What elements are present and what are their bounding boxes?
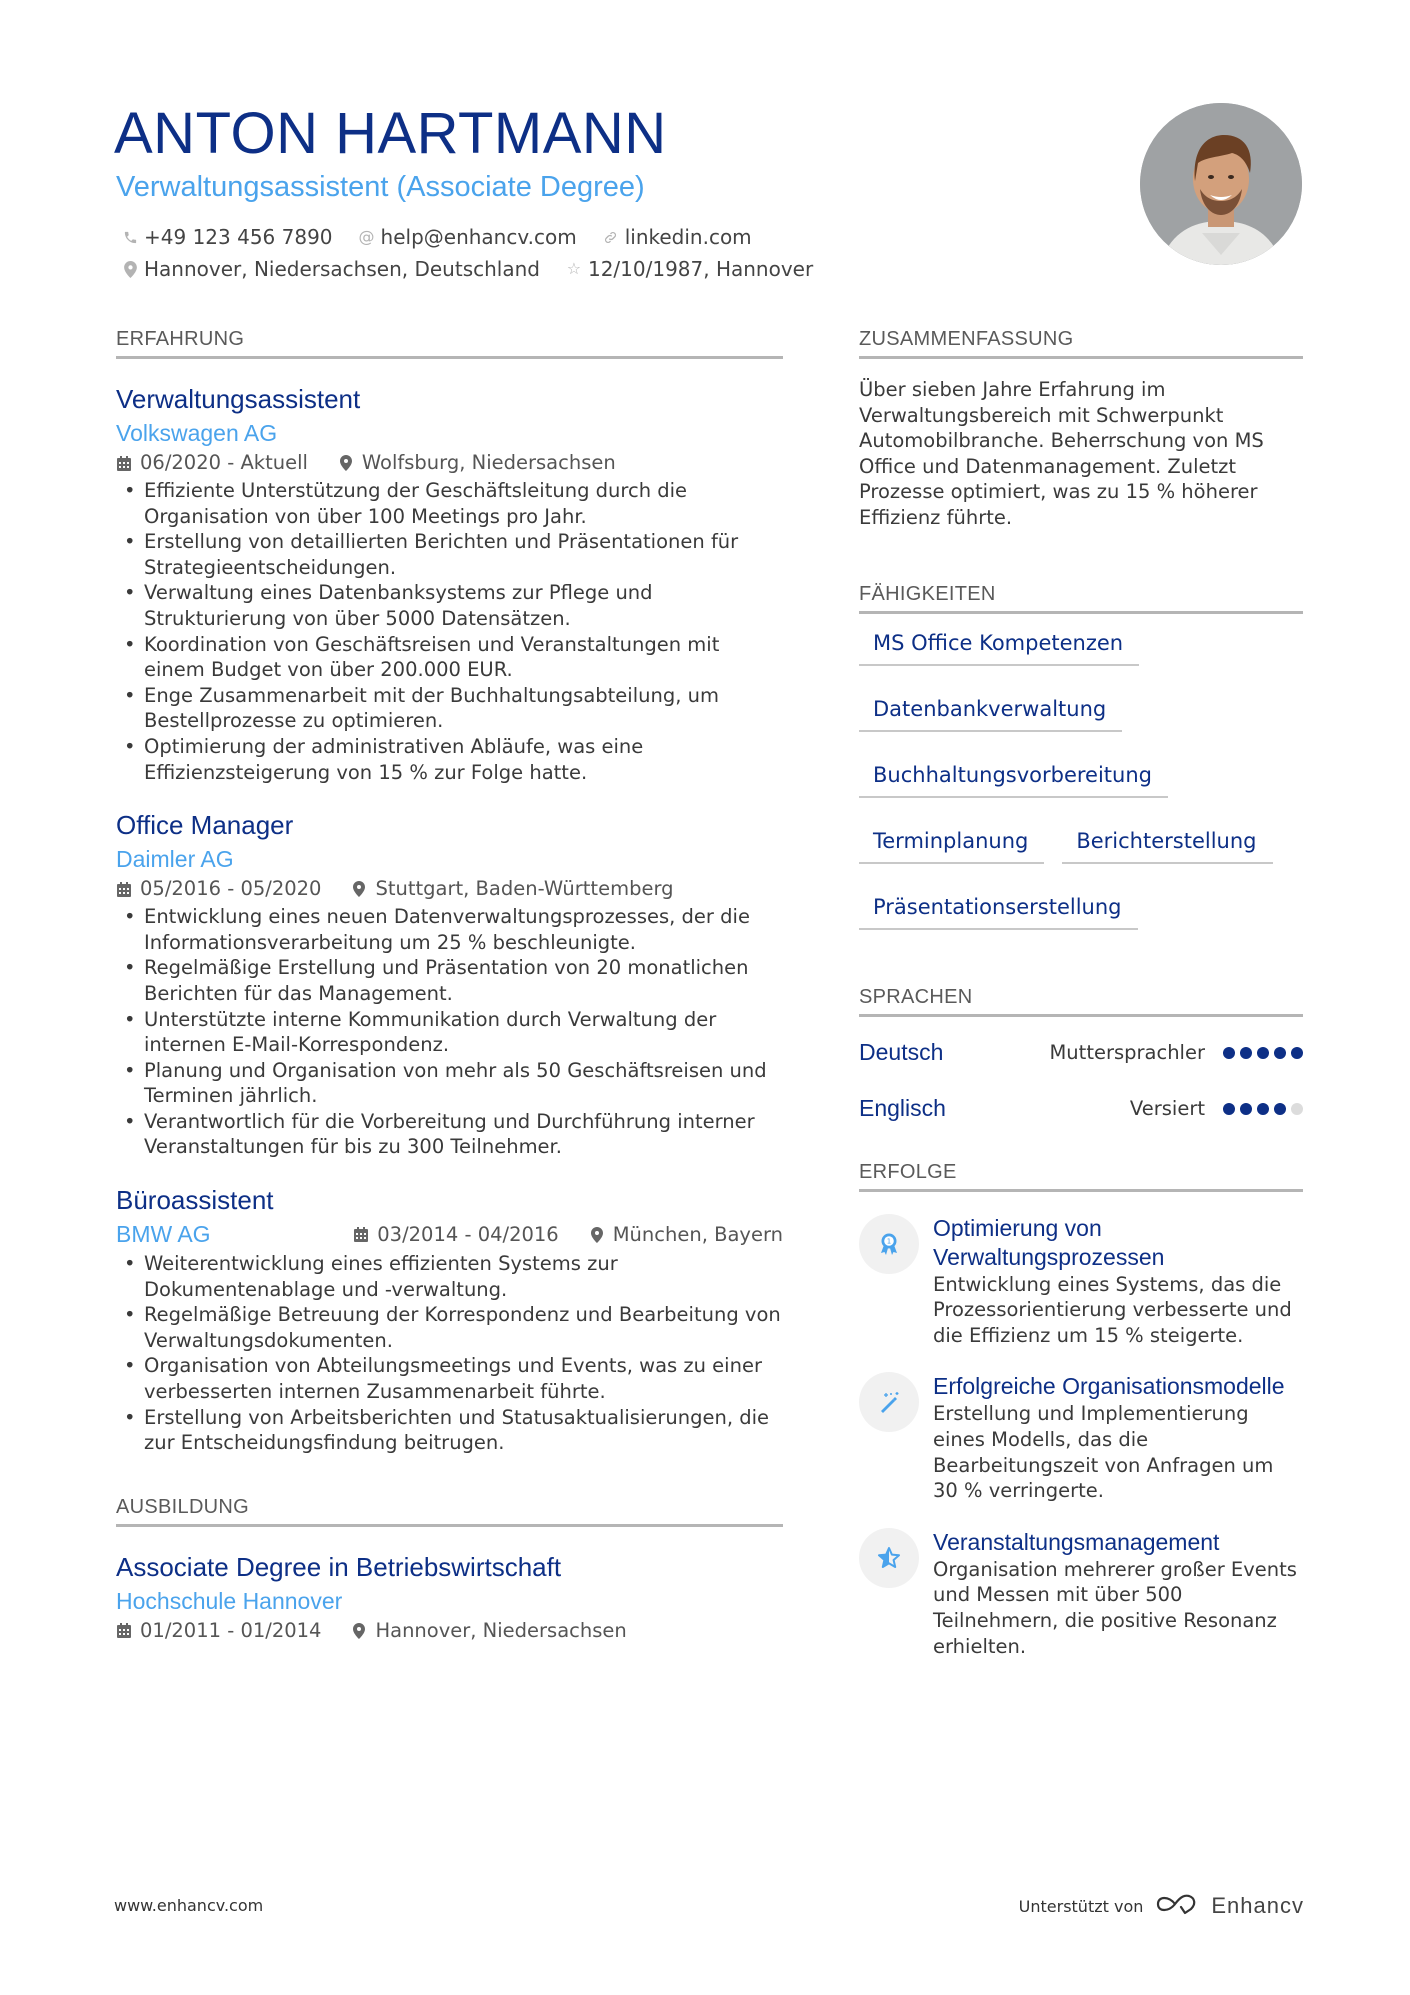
bullet: • Organisation von Abteilungsmeetings und Events, was zu einer verbesserten internen Zusammenarbeit führte.	[116, 1353, 783, 1404]
achievement-body	[933, 1372, 1303, 1503]
education-entry	[116, 1549, 783, 1645]
brand-name: Enhancv	[1211, 1893, 1304, 1918]
skills-list	[859, 628, 1303, 930]
contact-row-2	[122, 255, 813, 283]
skill-tag: Datenbankverwaltung	[859, 694, 1122, 732]
bullet: • Weiterentwicklung eines effizienten Systems zur Dokumentenablage und -verwaltung.	[116, 1251, 783, 1302]
job-bullets	[116, 1251, 783, 1456]
achievement-desc: Erstellung und Implementierung eines Modells, das die Bearbeitungszeit von Anfragen um 30 % verringerte.	[933, 1402, 1274, 1503]
job-dates	[353, 1221, 558, 1249]
job-dates	[116, 875, 321, 903]
calendar-icon	[116, 882, 132, 897]
contact-row-1	[122, 223, 752, 251]
language-level: Versiert	[1129, 1097, 1205, 1121]
location-icon	[122, 261, 138, 278]
star-icon: ☆	[566, 259, 582, 278]
achievement-item	[859, 1372, 1303, 1503]
job-entry	[116, 807, 783, 1160]
job-location	[351, 875, 673, 903]
location-text: Hannover, Niedersachsen, Deutschland	[144, 257, 540, 281]
language-proficiency	[1049, 1041, 1303, 1064]
bullet: • Erstellung von Arbeitsberichten und Statusaktualisierungen, die zur Entscheidungsfindung beitrugen.	[116, 1405, 783, 1456]
left-column	[116, 326, 783, 1645]
job-dates-text: 06/2020 - Aktuell	[140, 451, 308, 474]
bullet: • Entwicklung eines neuen Datenverwaltungsprozesses, der die Informationsverarbeitung um 25 % beschleunigte.	[116, 904, 783, 955]
calendar-icon	[116, 1623, 132, 1638]
job-dates-text: 03/2014 - 04/2016	[377, 1222, 559, 1246]
bullet: • Regelmäßige Erstellung und Präsentation von 20 monatlichen Berichten für das Management.	[116, 955, 783, 1006]
skill-tag: Terminplanung	[859, 826, 1044, 864]
job-company: BMW AG	[116, 1221, 211, 1248]
education-dates-text: 01/2011 - 01/2014	[140, 1618, 322, 1642]
job-title: Verwaltungsassistent	[116, 384, 361, 414]
calendar-icon	[116, 456, 132, 471]
location-icon	[589, 1227, 605, 1243]
bullet: • Optimierung der administrativen Abläufe, was eine Effizienzsteigerung von 15 % zur Folge hatte.	[116, 734, 783, 785]
contact-linkedin	[603, 223, 752, 251]
rating-dot-empty	[1291, 1103, 1303, 1115]
rating-dot-filled	[1257, 1103, 1269, 1115]
achievement-desc: Entwicklung eines Systems, das die Prozessorientierung verbesserte und die Effizienz um 15 % steigerte.	[933, 1272, 1292, 1347]
award-ribbon-icon	[859, 1214, 919, 1274]
footer-website[interactable]: www.enhancv.com	[114, 1896, 264, 1915]
bullet: • Verantwortlich für die Vorbereitung und Durchführung interner Veranstaltungen für bis zu 300 Teilnehmer.	[116, 1109, 783, 1160]
powered-by-label: Unterstützt von	[1018, 1896, 1144, 1916]
bullet: • Enge Zusammenarbeit mit der Buchhaltungsabteilung, um Bestellprozesse zu optimieren.	[116, 683, 783, 734]
achievement-item	[859, 1214, 1303, 1349]
rating-dot-filled	[1257, 1047, 1269, 1059]
job-title: Büroassistent	[116, 1185, 274, 1216]
rating-dot-filled	[1223, 1103, 1235, 1115]
language-proficiency	[1130, 1097, 1303, 1120]
achievement-body	[933, 1528, 1303, 1659]
bullet: • Koordination von Geschäftsreisen und Veranstaltungen mit einem Budget von über 200.000 EUR.	[116, 632, 783, 683]
bullet: • Erstellung von detaillierten Berichten und Präsentationen für Strategieentscheidungen.	[116, 529, 783, 580]
skill-tag: Präsentationserstellung	[859, 892, 1138, 930]
location-icon	[351, 881, 367, 897]
bullet: • Regelmäßige Betreuung der Korrespondenz und Bearbeitung von Verwaltungsdokumenten.	[116, 1302, 783, 1353]
achievements-heading: ERFOLGE	[859, 1159, 1303, 1192]
education-meta	[116, 1617, 783, 1645]
job-location-text: Stuttgart, Baden-Württemberg	[375, 877, 674, 901]
bullet: • Effiziente Unterstützung der Geschäftsleitung durch die Organisation von über 100 Meetings pro Jahr.	[116, 478, 783, 529]
candidate-title: Verwaltungsassistent (Associate Degree)	[116, 171, 645, 203]
job-company: Daimler AG	[116, 846, 234, 873]
education-location-text: Hannover, Niedersachsen	[375, 1618, 627, 1642]
achievement-title: Veranstaltungsmanagement	[933, 1528, 1220, 1555]
footer-branding	[1019, 1892, 1304, 1920]
profile-photo	[1140, 103, 1302, 265]
bullet: • Planung und Organisation von mehr als 50 Geschäftsreisen und Terminen jährlich.	[116, 1058, 783, 1109]
rating-dot-filled	[1291, 1047, 1303, 1059]
birth-text: 12/10/1987, Hannover	[587, 257, 814, 281]
link-icon	[603, 230, 619, 245]
job-dates-text: 05/2016 - 05/2020	[140, 877, 322, 901]
language-name: Deutsch	[859, 1039, 944, 1066]
magic-wand-icon	[859, 1372, 919, 1432]
job-entry	[116, 1182, 783, 1456]
skill-tag: Berichterstellung	[1062, 826, 1272, 864]
phone-number[interactable]: +49 123 456 7890	[144, 225, 333, 249]
contact-location	[122, 255, 540, 283]
right-column	[859, 326, 1303, 1659]
contact-birth	[566, 255, 813, 283]
summary-heading: ZUSAMMENFASSUNG	[859, 326, 1303, 359]
job-location-text: Wolfsburg, Niedersachsen	[361, 451, 616, 474]
degree-title: Associate Degree in Betriebswirtschaft	[116, 1551, 562, 1582]
achievement-item	[859, 1528, 1303, 1659]
skill-tag: MS Office Kompetenzen	[859, 628, 1139, 666]
enhancv-logo-icon	[1155, 1892, 1199, 1920]
calendar-icon	[353, 1227, 369, 1242]
language-level: Muttersprachler	[1049, 1041, 1205, 1065]
email-link[interactable]: help@enhancv.com	[380, 225, 577, 249]
job-title: Office Manager	[116, 810, 294, 841]
skills-heading: FÄHIGKEITEN	[859, 581, 1303, 614]
experience-heading: ERFAHRUNG	[116, 326, 783, 359]
education-heading: AUSBILDUNG	[116, 1494, 783, 1527]
phone-icon	[122, 230, 138, 245]
job-location-text: München, Bayern	[612, 1222, 783, 1246]
education-location	[351, 1617, 626, 1645]
contact-email	[359, 223, 577, 251]
job-location	[589, 1221, 783, 1249]
bullet: • Verwaltung eines Datenbanksystems zur Pflege und Strukturierung von über 5000 Datensätzen.	[116, 580, 783, 631]
skill-tag: Buchhaltungsvorbereitung	[859, 760, 1168, 798]
language-name: Englisch	[859, 1095, 946, 1122]
job-meta	[116, 449, 783, 477]
rating-dots	[1223, 1047, 1303, 1059]
achievement-title: Optimierung von Verwaltungsprozessen	[933, 1214, 1165, 1270]
candidate-name: ANTON HARTMANN	[114, 101, 667, 166]
job-dates	[116, 449, 308, 477]
job-meta	[353, 1221, 783, 1249]
achievement-body	[933, 1214, 1303, 1349]
rating-dot-filled	[1274, 1047, 1286, 1059]
star-half-icon	[859, 1528, 919, 1588]
job-company-meta-row	[116, 1218, 783, 1250]
svg-text:1: 1	[886, 1237, 892, 1246]
education-dates	[116, 1617, 321, 1645]
at-icon: @	[358, 227, 375, 246]
languages-heading: SPRACHEN	[859, 984, 1303, 1017]
location-icon	[338, 455, 354, 471]
education-section	[116, 1494, 783, 1645]
job-location	[338, 449, 616, 477]
rating-dot-filled	[1240, 1047, 1252, 1059]
job-bullets	[116, 904, 783, 1160]
summary-text: Über sieben Jahre Erfahrung im Verwaltungsbereich mit Schwerpunkt Automobilbranche. Beherrschung von MS Office und Datenmanagement. Zuletzt Prozesse optimiert, was zu 15 % höherer Effizienz führte.	[859, 378, 1264, 529]
rating-dot-filled	[1240, 1103, 1252, 1115]
rating-dot-filled	[1223, 1047, 1235, 1059]
school-name: Hochschule Hannover	[116, 1587, 343, 1614]
linkedin-link[interactable]: linkedin.com	[624, 225, 752, 249]
rating-dots	[1223, 1103, 1303, 1115]
job-meta	[116, 875, 783, 903]
achievement-desc: Organisation mehrerer großer Events und Messen mit über 500 Teilnehmern, die positive Resonanz erhielten.	[933, 1557, 1297, 1658]
achievement-title: Erfolgreiche Organisationsmodelle	[933, 1373, 1285, 1400]
language-row	[859, 1081, 1303, 1137]
job-bullets	[116, 478, 783, 785]
rating-dot-filled	[1274, 1103, 1286, 1115]
job-company: Volkswagen AG	[116, 420, 278, 446]
language-row	[859, 1025, 1303, 1081]
job-entry	[116, 381, 783, 785]
location-icon	[351, 1623, 367, 1639]
bullet: • Unterstützte interne Kommunikation durch Verwaltung der internen E-Mail-Korrespondenz.	[116, 1007, 783, 1058]
contact-phone	[122, 223, 333, 251]
